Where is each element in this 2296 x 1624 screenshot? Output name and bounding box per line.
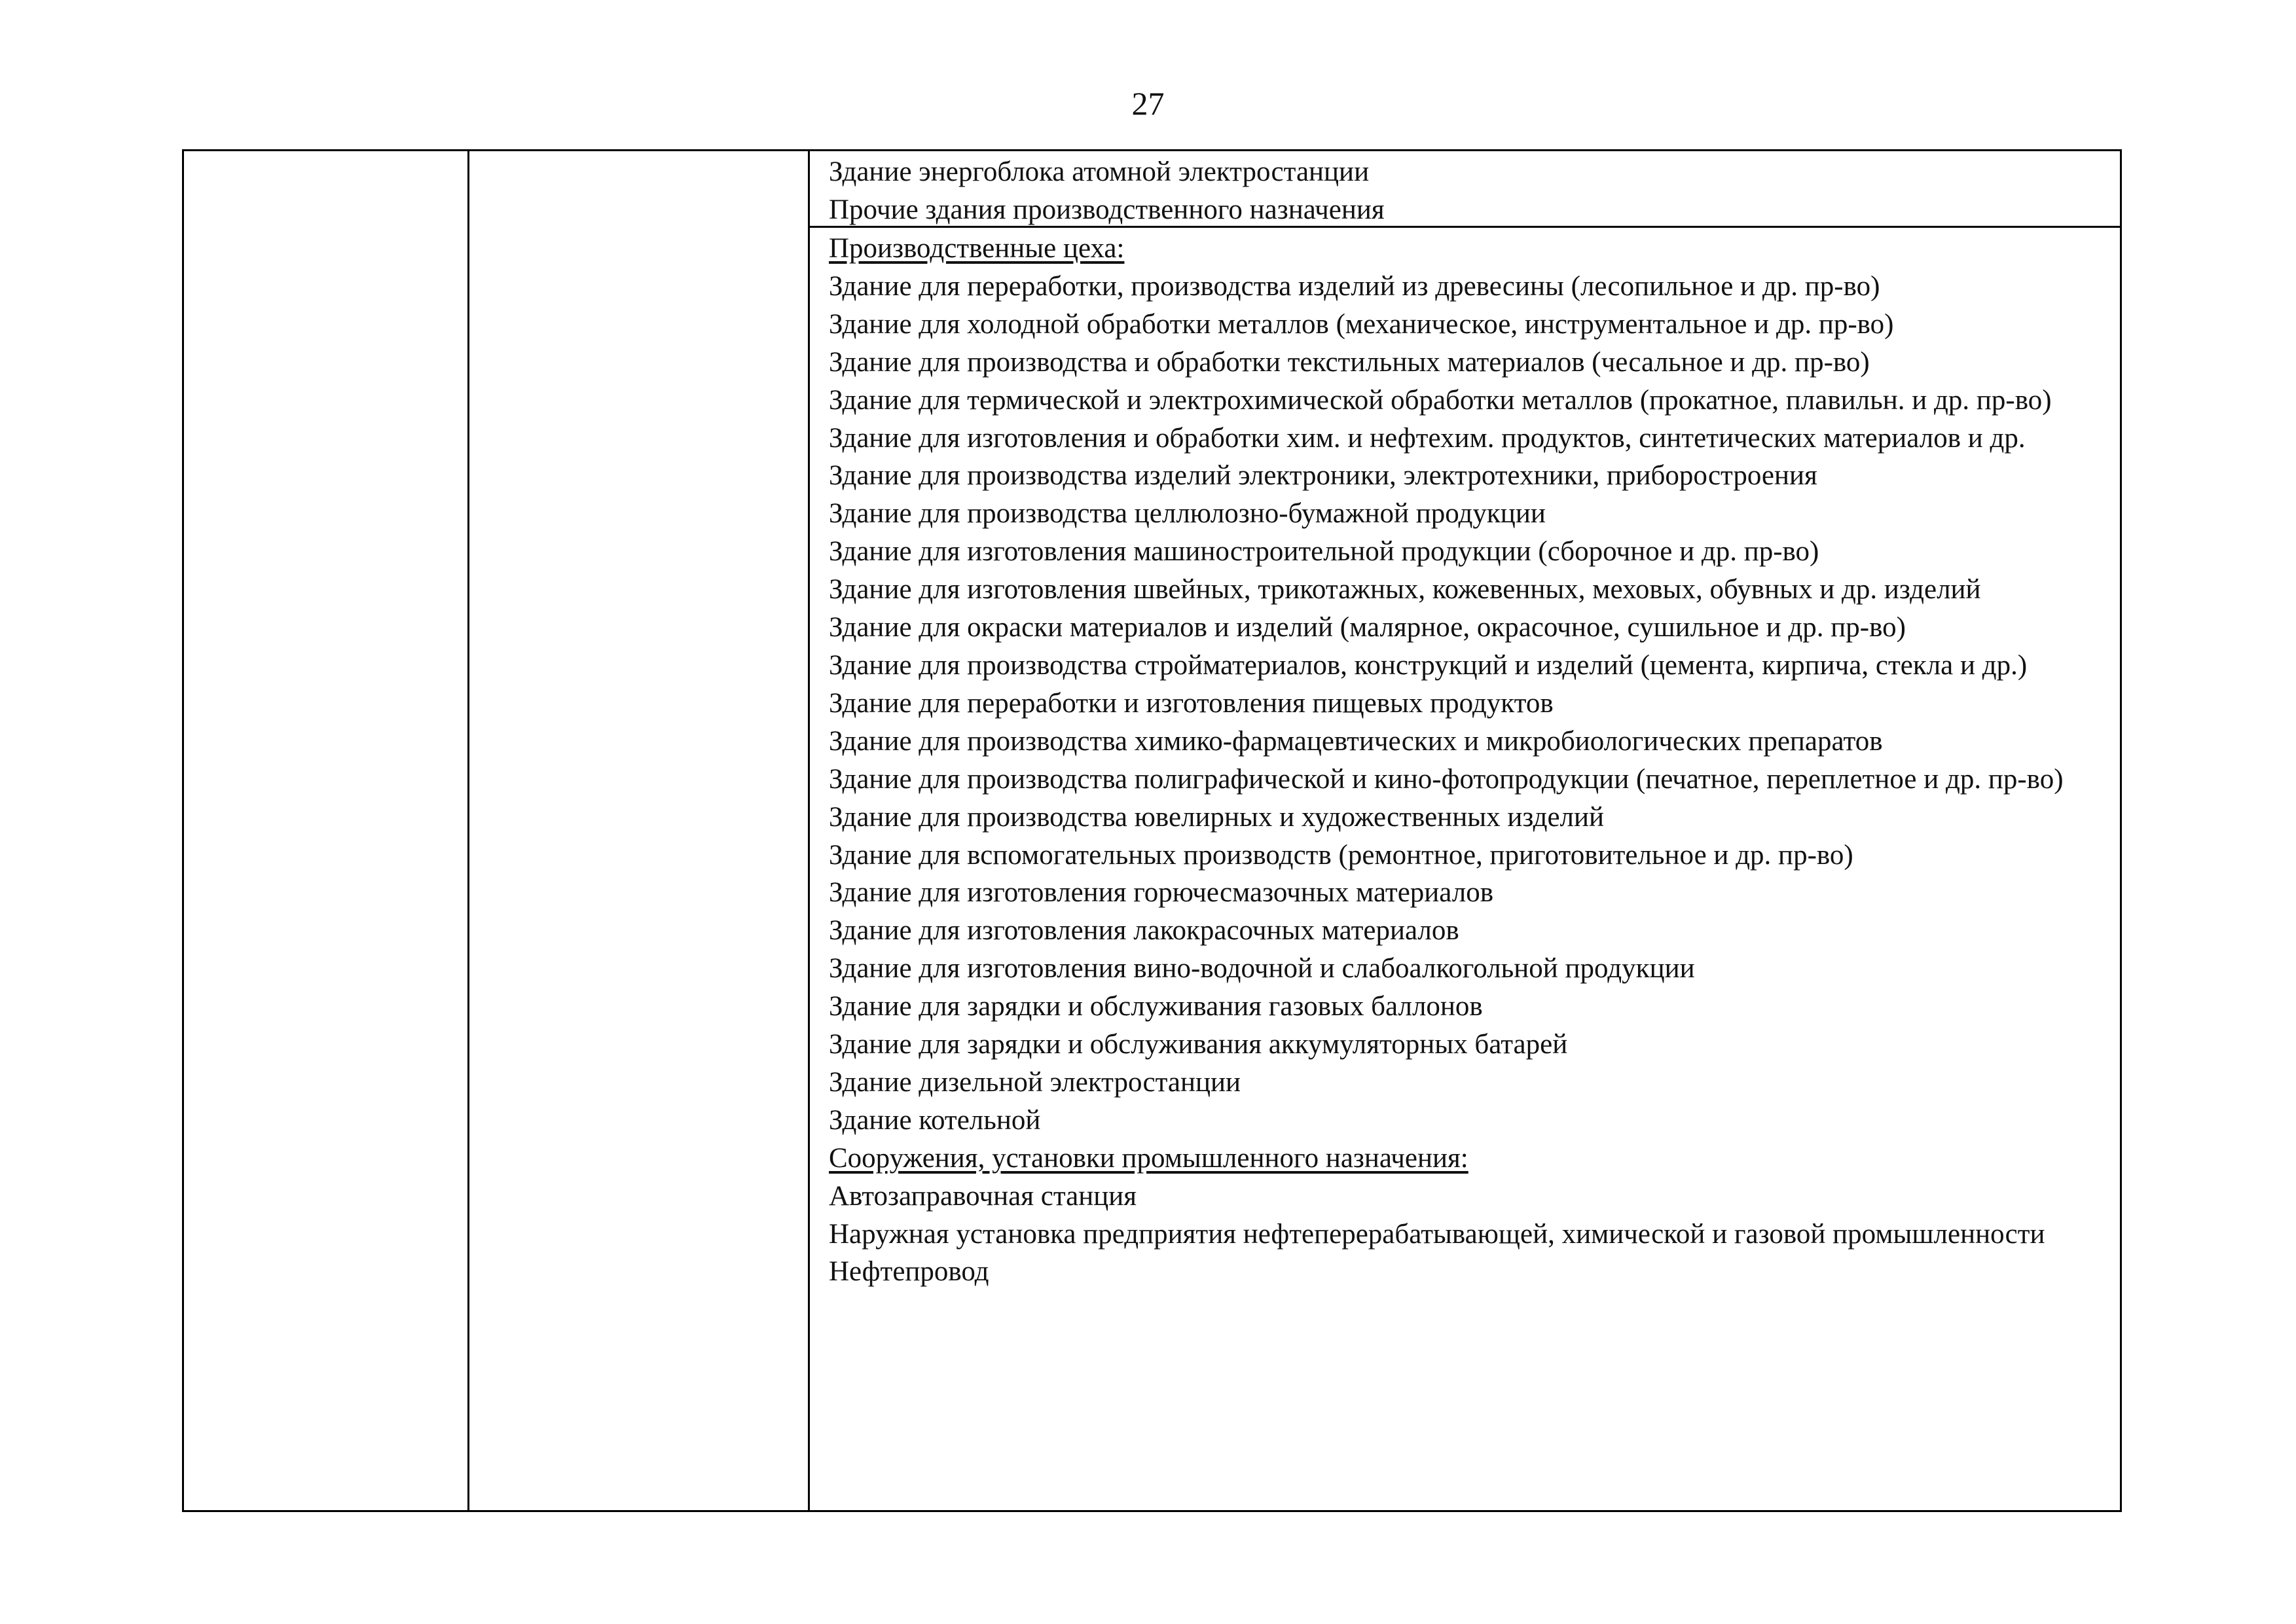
table-cell-production xyxy=(810,230,2120,1510)
classification-table xyxy=(182,149,2122,1512)
list-item: Автозаправочная станция xyxy=(829,1180,1137,1212)
table-cell-general-buildings xyxy=(810,151,2120,228)
list-item: Здание котельной xyxy=(829,1104,1041,1136)
list-item: Здание для перерaботки и изготовления пищевых продуктов xyxy=(829,687,1554,719)
section-heading-workshops: Производственные цеха: xyxy=(829,233,1125,264)
list-item: Здание энергоблока атомной электростанции xyxy=(829,156,1370,187)
list-item: Нефтепровод xyxy=(829,1256,989,1288)
list-item: Наружная установка предприятия нефтеперерабатывающей, химической и газовой промышленности xyxy=(829,1218,2045,1250)
page-number: 27 xyxy=(1131,85,1165,122)
list-item: Прочие здания производственного назначения xyxy=(829,194,1385,225)
list-item: Здание для производства химико-фармацевтических и микробиологических препаратов xyxy=(829,725,1883,757)
list-item: Здание для изготовления швейных, трикотажных, кожевенных, меховых, обувных и др. изделий xyxy=(829,574,1981,605)
list-item: Здание для производства полиграфической и кино-фотопродукции (печатное, переплетное и др. пр-во) xyxy=(829,763,2064,795)
list-item: Здание для изготовления горючесмазочных материалов xyxy=(829,877,1494,909)
list-item: Здание для производства целлюлозно-бумажной продукции xyxy=(829,498,1546,530)
list-item: Здание для зарядки и обслуживания газовых баллонов xyxy=(829,991,1483,1022)
column-divider-1 xyxy=(467,151,469,1510)
list-item: Здание для изготовления вино-водочной и слабоалкогольной продукции xyxy=(829,953,1695,984)
list-item: Здание для изготовления лакокрасочных материалов xyxy=(829,915,1459,947)
list-item: Здание для изготовления и обработки хим. и нефтехим. продуктов, синтетических материалов и др. xyxy=(829,422,2026,454)
list-item: Здание для производства стройматериалов, конструкций и изделий (цемента, кирпича, стекла и др.) xyxy=(829,649,2028,681)
list-item: Здание для вспомогательных производств (ремонтное, приготовительное и др. пр-во) xyxy=(829,839,1853,871)
list-item: Здание для термической и электрохимической обработки металлов (прокатное, плавильн. и др. пр-во) xyxy=(829,384,2052,416)
list-item: Здание для производства и обработки текстильных материалов (чесальное и др. пр-во) xyxy=(829,346,1870,378)
list-item: Здание для производства ювелирных и художественных изделий xyxy=(829,801,1605,833)
list-item: Здание для изготовления машиностроительной продукции (сборочное и др. пр-во) xyxy=(829,536,1819,568)
list-item: Здание для холодной обработки металлов (механическое, инструментальное и др. пр-во) xyxy=(829,308,1894,340)
list-item: Здание для зарядки и обслуживания аккумуляторных батарей xyxy=(829,1029,1568,1060)
list-item: Здание для переработки, производства изделий из древесины (лесопильное и др. пр-во) xyxy=(829,270,1880,302)
list-item: Здание для окраски материалов и изделий (малярное, окрасочное, сушильное и др. пр-во) xyxy=(829,612,1906,643)
list-item: Здание для производства изделий электроники, электротехники, приборостроения xyxy=(829,460,1817,492)
list-item: Здание дизельной электростанции xyxy=(829,1066,1241,1098)
section-heading-structures: Сооружения, установки промышленного назначения: xyxy=(829,1142,1468,1174)
